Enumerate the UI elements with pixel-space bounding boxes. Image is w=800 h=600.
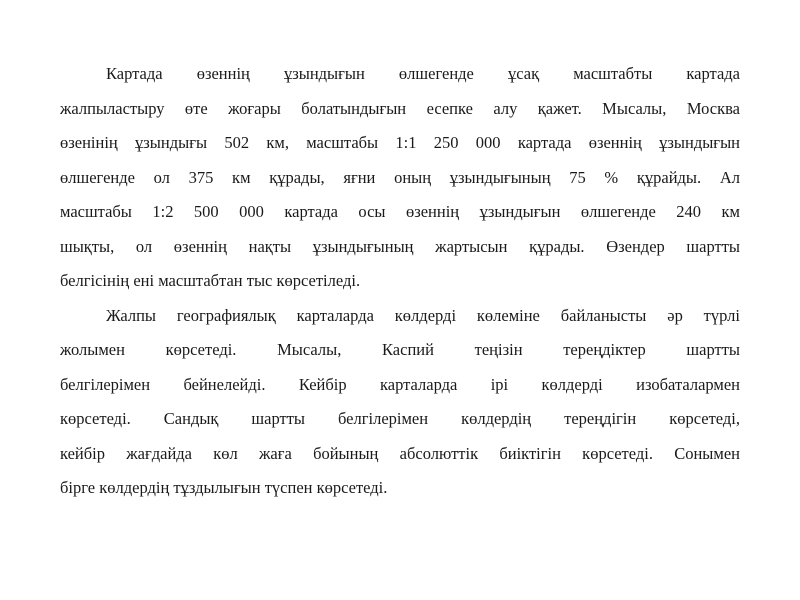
text-line: көрсетеді. Сандық шартты белгілерімен көлдердің тереңдігін көрсетеді, bbox=[60, 409, 740, 428]
text-line: белгісінің ені масштабтан тыс көрсетіледі. bbox=[60, 271, 361, 290]
text-line: масштабы 1:2 500 000 картада осы өзеннің ұзындығын өлшегенде 240 км bbox=[60, 202, 740, 221]
text-line: кейбір жағдайда көл жаға бойының абсолюттік биіктігін көрсетеді. Сонымен bbox=[60, 443, 740, 463]
text-line: өлшегенде ол 375 км құрады, яғни оның ұзындығының 75 % құрайды. Ал bbox=[60, 167, 740, 187]
paragraph-2 bbox=[60, 299, 740, 506]
text-line: жолымен көрсетеді. Мысалы, Каспий теңізін тереңдіктер шартты bbox=[60, 340, 740, 359]
text-line: өзенінің ұзындығы 502 км, масштабы 1:1 250 000 картада өзеннің ұзындығын bbox=[60, 133, 740, 152]
text-line: Картада өзеннің ұзындығын өлшегенде ұсақ масштабты картада bbox=[106, 64, 740, 83]
paragraph-1 bbox=[60, 57, 740, 299]
document-body bbox=[60, 57, 740, 506]
text-line: белгілерімен бейнелейді. Кейбір карталарда ірі көлдерді изобаталармен bbox=[60, 374, 740, 394]
text-line: шықты, ол өзеннің нақты ұзындығының жартысын құрады. Өзендер шартты bbox=[60, 236, 740, 256]
text-line: бірге көлдердің тұздылығын түспен көрсетеді. bbox=[60, 478, 388, 497]
text-line: жалпыластыру өте жоғары болатындығын есепке алу қажет. Мысалы, Москва bbox=[60, 98, 740, 118]
text-line: Жалпы географиялық карталарда көлдерді көлеміне байланысты әр түрлі bbox=[106, 305, 740, 325]
